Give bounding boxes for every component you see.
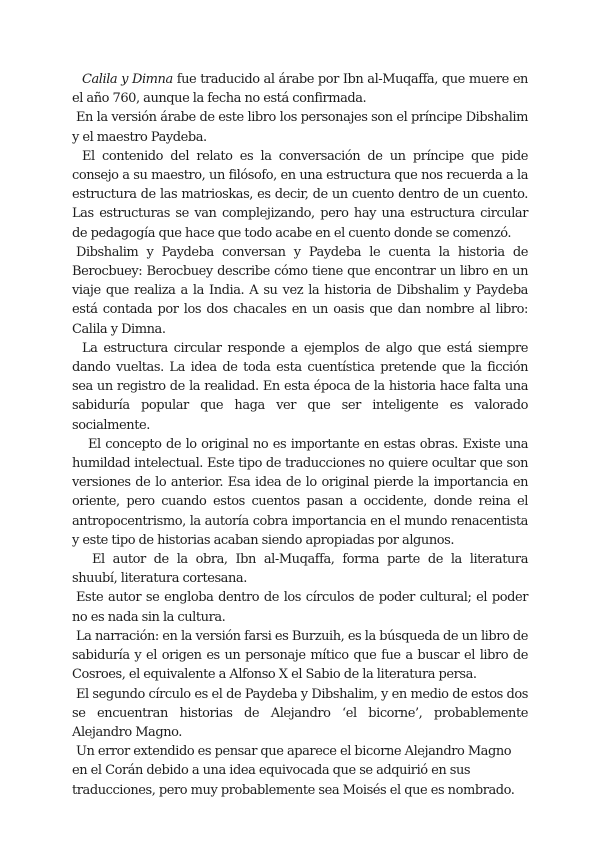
paragraph-poder-cultural: Este autor se engloba dentro de los círculos de poder cultural; el poder no es nada sin la cultura. [72, 590, 528, 625]
document-page [72, 70, 528, 800]
book-title: Calila y Dimna [82, 72, 173, 87]
paragraph-error-extendido: Un error extendido es pensar que aparece el bicorne Alejandro Magno en el Corán debido a una idea equivocada que se adquirió en sus traducciones, pero muy probablemente sea Moisés el que es nombrado. [72, 744, 515, 798]
paragraph-estructura-circular: La estructura circular responde a ejemplos de algo que está siempre dando vueltas. La idea de toda esta cuentística pretende que la ficción sea un registro de la realidad. En esta época de la historia hace falta una sabiduría popular que haga ver que ser inteligente es valorado socialmente. [72, 340, 528, 433]
paragraph-berocbuey: Dibshalim y Paydeba conversan y Paydeba le cuenta la historia de Berocbuey: Berocbuey describe cómo tiene que encontrar un libro en un viaje que realiza a la India. A su vez la historia de Dibshalim y Paydeba está contada por los dos chacales en un oasis que dan nombre al libro: Calila y Dimna. [72, 244, 528, 337]
paragraph-concepto-original: El concepto de lo original no es importante en estas obras. Existe una humildad intelectual. Este tipo de traducciones no quiere ocultar que son versiones de lo anterior. Esa idea de lo original pierde la importancia en oriente, pero cuando estos cuentos pasan a occidente, donde reina el antropocentrismo, la autoría cobra importancia en el mundo renacentista y este tipo de historias acaban siendo apropiadas por algunos. [72, 436, 528, 548]
paragraph-calila-dimna [72, 70, 528, 108]
paragraph-segundo-circulo: El segundo círculo es el de Paydeba y Dibshalim, y en medio de estos dos se encuentran historias de Alejandro ‘el bicorne’, probablemente Alejandro Magno. [72, 686, 528, 740]
paragraph-narracion: La narración: en la versión farsi es Burzuih, es la búsqueda de un libro de sabiduría y el origen es un personaje mítico que fue a buscar el libro de Cosroes, el equivalente a Alfonso X el Sabio de la literatura persa. [72, 628, 528, 683]
paragraph-contenido: El contenido del relato es la conversación de un príncipe que pide consejo a su maestro, un filósofo, en una estructura que nos recuerda a la estructura de las matrioskas, es decir, de un cuento dentro de un cuento. Las estructuras se van complejizando, pero hay una estructura circular de pedagogía que hace que todo acabe en el cuento donde se comenzó. [72, 148, 528, 241]
paragraph-autor: El autor de la obra, Ibn al-Muqaffa, forma parte de la literatura shuubí, literatura cortesana. [72, 552, 528, 587]
paragraph-text: fue traducido al árabe por Ibn al-Muqaffa, que muere en el año 760, aunque la fecha no está confirmada. [72, 72, 528, 107]
paragraph-version-arabe: En la versión árabe de este libro los personajes son el príncipe Dibshalim y el maestro Paydeba. [72, 110, 528, 145]
